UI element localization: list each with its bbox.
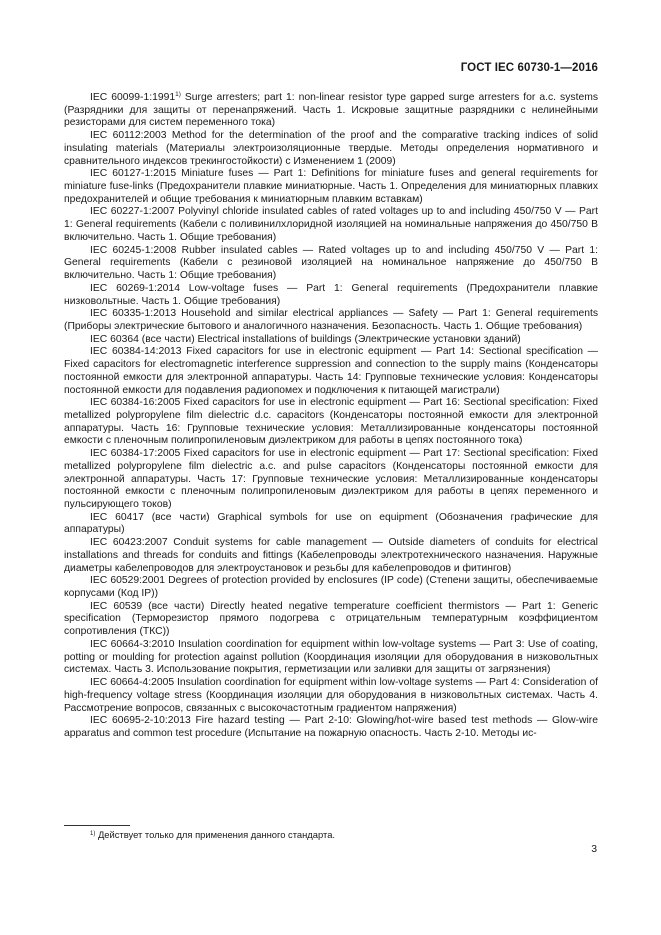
reference-entry: IEC 60664-3:2010 Insulation coordination for equipment within low-voltage systems — Part 3: Use of coating, potting or moulding for protection against pollution (Координация изоляции для оборудования в низковольтных системах. Часть 3. Использование покрытия, герметизации или заливки для защиты от загрязнения) (64, 638, 598, 676)
reference-entry: IEC 60423:2007 Conduit systems for cable management — Outside diameters of conduits for electrical installations and threads for conduits and fittings (Кабелепроводы электротехнического назначения. Наружные диаметры кабелепроводов для электроустановок и резьбы для кабелепроводов и фитингов) (64, 537, 598, 574)
page-number: 3 (591, 844, 597, 855)
footnote-divider (64, 825, 130, 826)
reference-entry: IEC 60695-2-10:2013 Fire hazard testing — Part 2-10: Glowing/hot-wire based test methods — Glow-wire apparatus and common test procedure (Испытание на пожарную опасность. Часть 2-10. Методы ис- (64, 715, 598, 739)
reference-entry: IEC 60364 (все части) Electrical installations of buildings (Электрические установки зданий) (90, 333, 521, 345)
footnote (90, 829, 335, 841)
footnote-marker: 1) (90, 831, 96, 837)
reference-entry: IEC 60384-14:2013 Fixed capacitors for use in electronic equipment — Part 14: Sectional specification — Fixed capacitors for electromagnetic interference suppression and connection to the supply mains (Конденсаторы постоянной емкости для электронной аппаратуры. Часть 14: Групповые технические условия: Конденсаторы постоянной емкости для подавления радиопомех и подключения к питающей магистрали) (64, 346, 598, 396)
reference-entry: IEC 60269-1:2014 Low-voltage fuses — Part 1: General requirements (Предохранители плавкие низковольтные. Часть 1. Общие требования) (64, 282, 598, 307)
footnote-marker: 1) (175, 91, 181, 98)
reference-entry: IEC 60335-1:2013 Household and similar electrical appliances — Safety — Part 1: General requirements (Приборы электрические бытового и аналогичного назначения. Безопасность. Часть 1. Общие требования) (64, 308, 598, 332)
reference-entry: IEC 60529:2001 Degrees of protection provided by enclosures (IP code) (Степени защиты, обеспечиваемые корпусами (Код IP)) (64, 575, 598, 600)
normative-references-list (64, 92, 598, 741)
reference-entry: IEC 60227-1:2007 Polyvinyl chloride insulated cables of rated voltages up to and including 450/750 V — Part 1: General requirements (Кабели с поливинилхлоридной изоляцией на номинальные напряжения до 450/750 В включительно. Часть 1. Общие требования) (64, 206, 598, 243)
reference-entry: IEC 60127-1:2015 Miniature fuses — Part 1: Definitions for miniature fuses and general requirements for miniature fuse-links (Предохранители плавкие миниатюрные. Часть 1. Определения для миниатюрных плавких предохранителей и общие требования к миниатюрным плавким вставкам) (64, 168, 598, 205)
reference-entry: IEC 60112:2003 Method for the determination of the proof and the comparative tracking indices of solid insulating materials (Материалы электроизоляционные твердые. Методы определения нормативного и сравнительного индексов трекингостойкости) с Изменением 1 (2009) (64, 130, 598, 167)
standard-header: ГОСТ IEC 60730-1—2016 (460, 62, 598, 74)
reference-entry: IEC 60664-4:2005 Insulation coordination for equipment within low-voltage systems — Part 4: Consideration of high-frequency voltage stress (Координация изоляции для оборудования в низковольтных системах. Часть 4. Рассмотрение вопросов, связанных с высокочастотным градиентом напряжения) (64, 677, 598, 714)
reference-entry: IEC 60417 (все части) Graphical symbols for use on equipment (Обозначения графические для аппаратуры) (64, 511, 598, 536)
reference-entry: IEC 60384-16:2005 Fixed capacitors for use in electronic equipment — Part 16: Sectional specification: Fixed metallized polypropylene film dielectric d.c. capacitors (Конденсаторы постоянной емкости для электронной аппаратуры. Часть 16: Групповые технические условия: Металлизированные конденсаторы постоянной емкости с пленочным полипропиленовым диэлектриком для работы в цепях постоянного тока) (64, 397, 598, 447)
reference-text: Surge arresters; part 1: non-linear resistor type gapped surge arresters for a.c. systems (Разрядники для защиты от перенапряжений. Часть 1. Искровые защитные разрядники с нелинейными резисторами для систем переменного тока) (64, 92, 598, 129)
reference-entry: IEC 60539 (все части) Directly heated negative temperature coefficient thermistors — Part 1: Generic specification (Терморезистор прямого подогрева с отрицательным температурным коэффициентом сопротивления (ТКС)) (64, 600, 598, 638)
reference-entry: IEC 60384-17:2005 Fixed capacitors for use in electronic equipment — Part 17: Sectional specification: Fixed metallized polypropylene film dielectric a.c. and pulse capacitors (Конденсаторы постоянной емкости для электронной аппаратуры. Часть 17: Групповые технические условия: Металлизированные конденсаторы постоянной емкости с пленочным полипропиленовым диэлектриком для работы в цепях переменного и пульсирующего токов) (64, 448, 598, 510)
footnote-text: Действует только для применения данного стандарта. (95, 829, 336, 840)
reference-entry: IEC 60245-1:2008 Rubber insulated cables — Rated voltages up to and including 450/750 V — Part 1: General requirements (Кабели с резиновой изоляцией на номинальное напряжение до 450/750 В включительно. Часть 1: Общие требования) (64, 244, 598, 282)
reference-code: IEC 60099-1:1991 (90, 92, 176, 103)
reference-entry (64, 92, 598, 130)
